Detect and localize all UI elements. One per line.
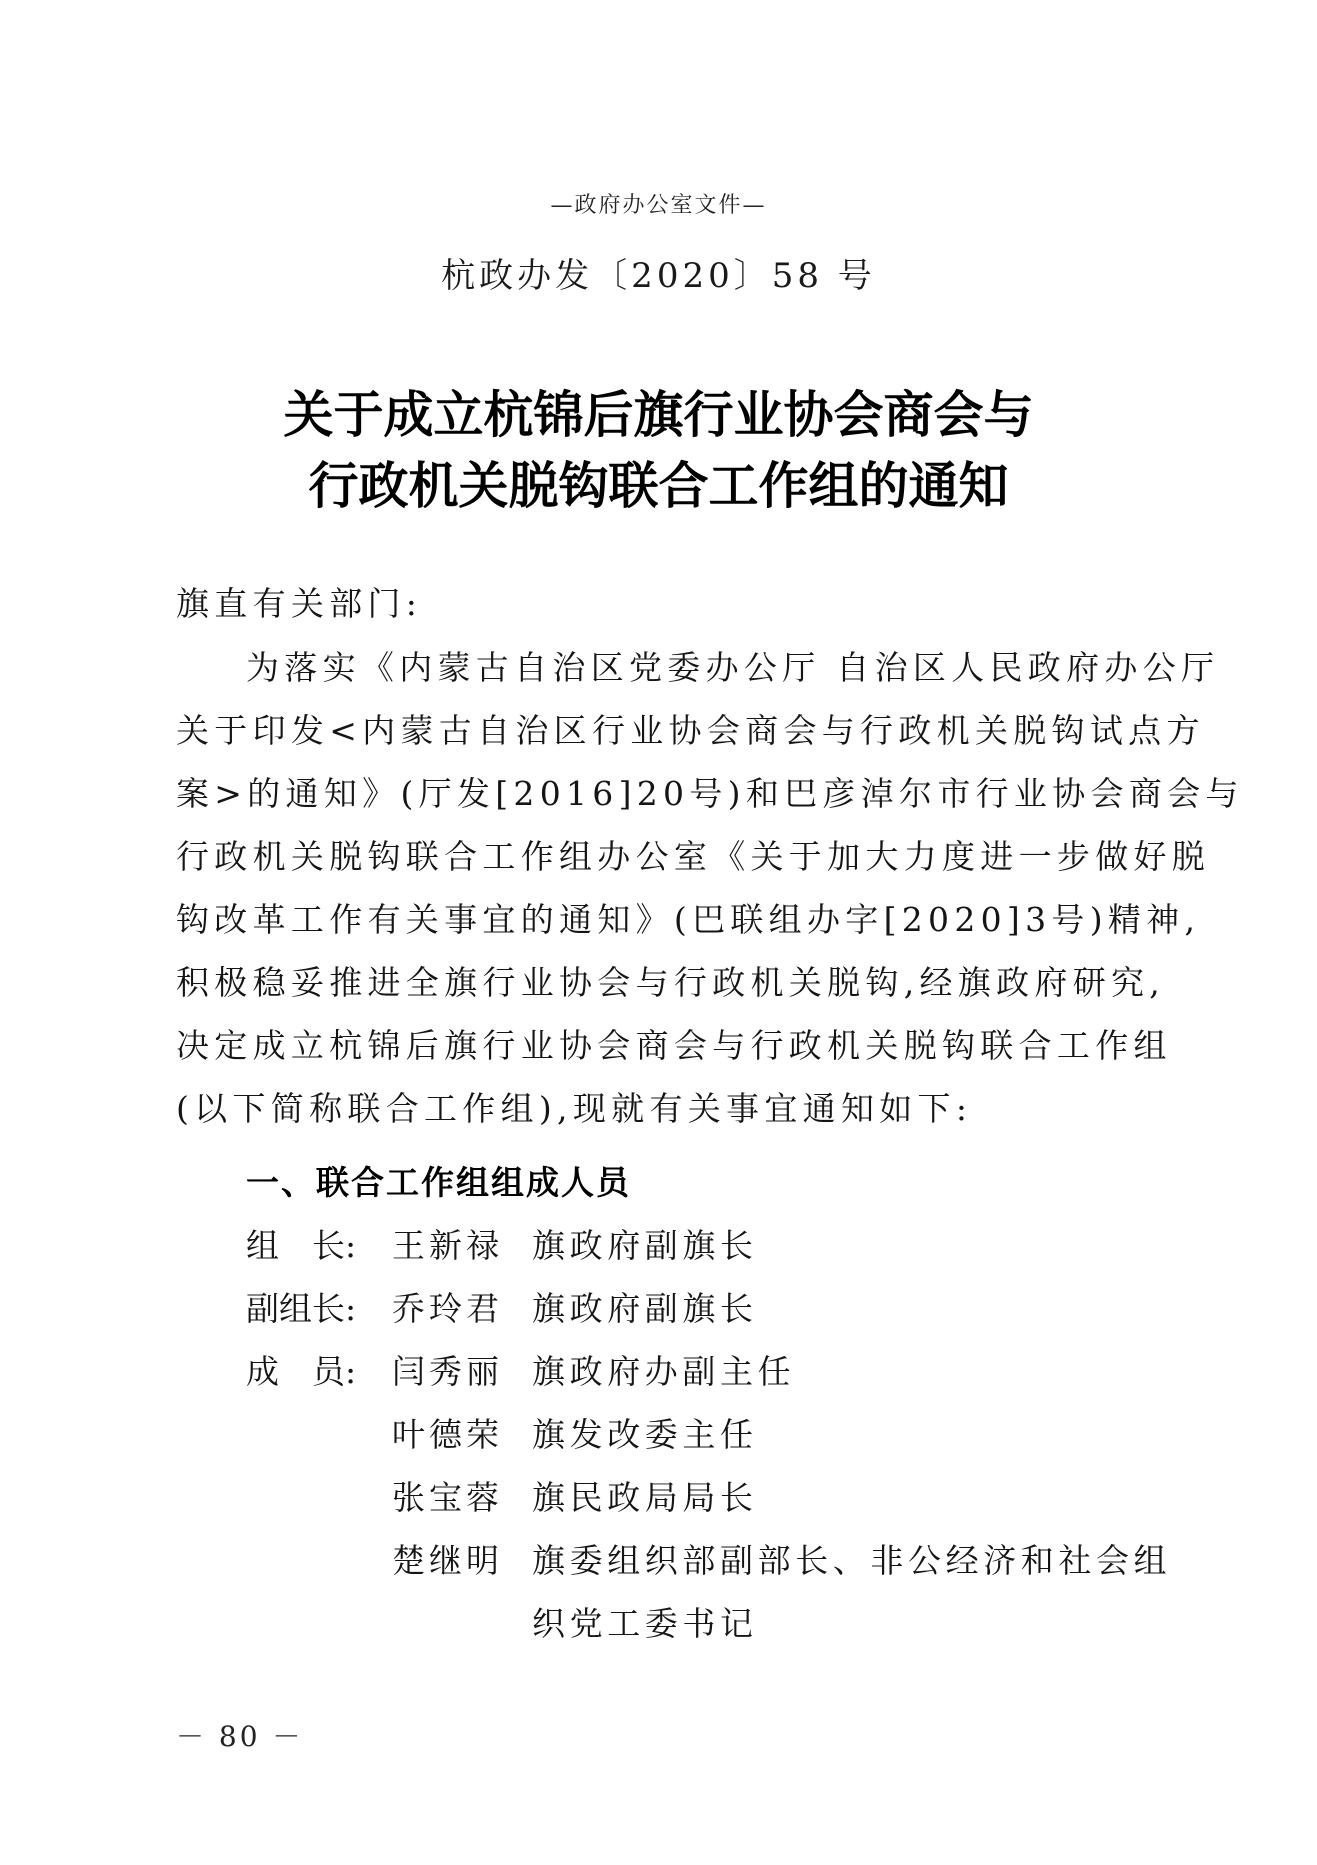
body-line: 关于印发<内蒙古自治区行业协会商会与行政机关脱钩试点方 [176, 711, 1205, 750]
member-name: 乔玲君 [392, 1289, 503, 1328]
member-role: 组 长: [246, 1226, 357, 1265]
member-title: 织党工委书记 [532, 1604, 758, 1643]
document-title-line-1: 关于成立杭锦后旗行业协会商会与 [283, 385, 1034, 444]
document-number: 杭政办发〔2020〕58 号 [441, 256, 876, 296]
section-heading: 一、联合工作组组成人员 [246, 1163, 631, 1202]
document-title-line-2: 行政机关脱钩联合工作组的通知 [308, 456, 1009, 515]
member-title: 旗政府副旗长 [532, 1289, 758, 1328]
body-line: 积极稳妥推进全旗行业协会与行政机关脱钩,经旗政府研究, [176, 963, 1166, 1002]
body-line: 案>的通知》(厅发[2016]20号)和巴彦淖尔市行业协会商会与 [176, 774, 1244, 813]
body-line: 为落实《内蒙古自治区党委办公厅 自治区人民政府办公厅 [246, 648, 1220, 687]
office-header: —政府办公室文件— [550, 193, 767, 218]
member-name: 张宝蓉 [392, 1478, 503, 1517]
member-role: 成 员: [246, 1352, 357, 1391]
member-name: 楚继明 [392, 1541, 503, 1580]
page-number: － 80 － [176, 1720, 304, 1753]
member-name: 王新禄 [392, 1226, 503, 1265]
body-line: (以下简称联合工作组),现就有关事宜通知如下: [176, 1089, 973, 1128]
body-line: 钩改革工作有关事宜的通知》(巴联组办字[2020]3号)精神, [176, 900, 1201, 939]
member-title: 旗民政局局长 [532, 1478, 758, 1517]
member-title: 旗委组织部副部长、非公经济和社会组 [532, 1541, 1172, 1580]
member-name: 叶德荣 [392, 1415, 503, 1454]
member-name: 闫秀丽 [392, 1352, 503, 1391]
member-title: 旗发改委主任 [532, 1415, 758, 1454]
salutation: 旗直有关部门: [176, 584, 423, 623]
body-line: 决定成立杭锦后旗行业协会商会与行政机关脱钩联合工作组 [176, 1026, 1172, 1065]
body-line: 行政机关脱钩联合工作组办公室《关于加大力度进一步做好脱 [176, 837, 1211, 876]
member-title: 旗政府办副主任 [532, 1352, 796, 1391]
member-title: 旗政府副旗长 [532, 1226, 758, 1265]
member-role: 副组长: [246, 1289, 357, 1328]
